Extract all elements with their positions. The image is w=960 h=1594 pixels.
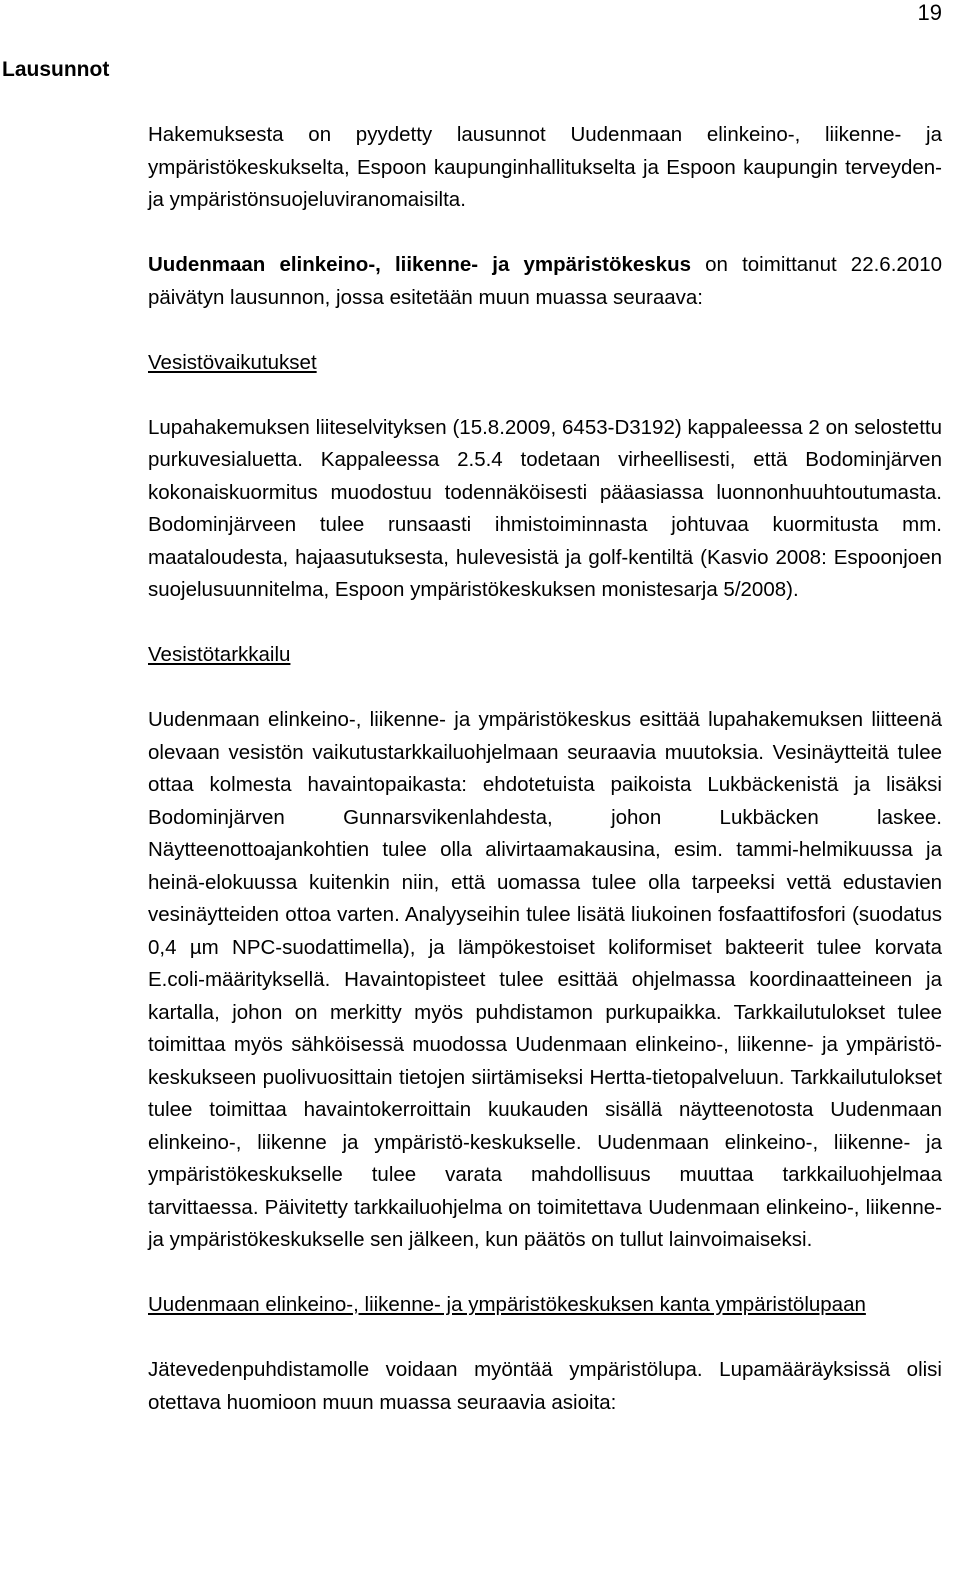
ely-statement-paragraph: [148, 249, 942, 314]
ely-statement-text: on toimittanut 22.6.2010 päivätyn lausunnon, jossa esitetään muun muassa seuraava:: [148, 253, 942, 309]
intro-paragraph: Hakemuksesta on pyydetty lausunnot Uudenmaan elinkeino-, liikenne- ja ympäristökeskukselta, Espoon kaupunginhallitukselta ja Espoon kaupungin terveyden- ja ympäristönsuojeluviranomaisilta.: [148, 123, 942, 211]
heading-vesistotarkkailu: Vesistötarkkailu: [148, 643, 291, 666]
heading-vesistovaikutukset: Vesistövaikutukset: [148, 350, 317, 374]
section-title: Lausunnot: [2, 58, 110, 81]
ely-kanta-paragraph: Jätevedenpuhdistamolle voidaan myöntää ympäristölupa. Lupamääräyksissä olisi otettava huomioon muun muassa seuraavia asioita:: [148, 1358, 942, 1414]
vesistotarkkailu-paragraph: Uudenmaan elinkeino-, liikenne- ja ympäristökeskus esittää lupahakemuksen liitteenä olevaan vesistön vaikutustarkkailuohjelmaan seuraavia muutoksia. Vesinäytteitä tulee ottaa kolmesta havaintopaikasta: ehdotetuista paikoista Lukbäckenistä ja lisäksi Bodominjärven Gunnarsvikenlahdesta, johon Lukbäcken laskee. Näytteenottoajankohtien tulee olla alivirtaamakausina, esim. tammi-helmikuussa ja heinä-elokuussa kuitenkin niin, että uomassa tulee olla tarpeeksi vettä edustavien vesinäytteiden ottoa varten. Analyyseihin tulee lisätä liukoinen fosfaattifosfori (suodatus 0,4 µm NPC-suodattimella), ja lämpökestoiset koliformiset bakteerit tulee korvata E.coli-määrityksellä. Havaintopisteet tulee esittää ohjelmassa koordinaatteineen ja kartalla, johon on merkitty myös puhdistamon purkupaikka. Tarkkailutulokset tulee toimittaa myös sähköisessä muodossa Uudenmaan elinkeino-, liikenne- ja ympäristö-keskukseen puolivuosittain tietojen siirtämiseksi Hertta-tietopalveluun. Tarkkailutulokset tulee toimittaa havaintokerroittain kuukauden sisällä näytteenotosta Uudenmaan elinkeino-, liikenne ja ympäristö-keskukselle. Uudenmaan elinkeino-, liikenne- ja ympäristökeskukselle tulee varata mahdollisuus muuttaa tarkkailuohjelmaa tarvittaessa. Päivitetty tarkkailuohjelma on toimitettava Uudenmaan elinkeino-, liikenne- ja ympäristökeskukselle sen jälkeen, kun päätös on tullut lainvoimaiseksi.: [148, 708, 942, 1251]
heading-ely-kanta: Uudenmaan elinkeino-, liikenne- ja ympäristökeskuksen kanta ympäristölupaan: [148, 1293, 866, 1316]
document-body: [148, 119, 942, 1419]
page-number: 19: [917, 0, 942, 25]
vesistovaikutukset-paragraph: Lupahakemuksen liiteselvityksen (15.8.2009, 6453-D3192) kappaleessa 2 on selostettu purkuvesialuetta. Kappaleessa 2.5.4 todetaan virheellisesti, että Bodominjärven kokonaiskuormitus muodostuu todennäköisesti pääasiassa luonnonhuuhtoutumasta. Bodominjärveen tulee runsaasti ihmistoiminnasta johtuvaa kuormitusta mm. maataloudesta, hajaasutuksesta, hulevesistä ja golf-kentiltä (Kasvio 2008: Espoonjoen suojelusuunnitelma, Espoon ympäristökeskuksen monistesarja 5/2008).: [148, 415, 942, 601]
ely-name: Uudenmaan elinkeino-, liikenne- ja ympäristökeskus: [148, 253, 692, 276]
